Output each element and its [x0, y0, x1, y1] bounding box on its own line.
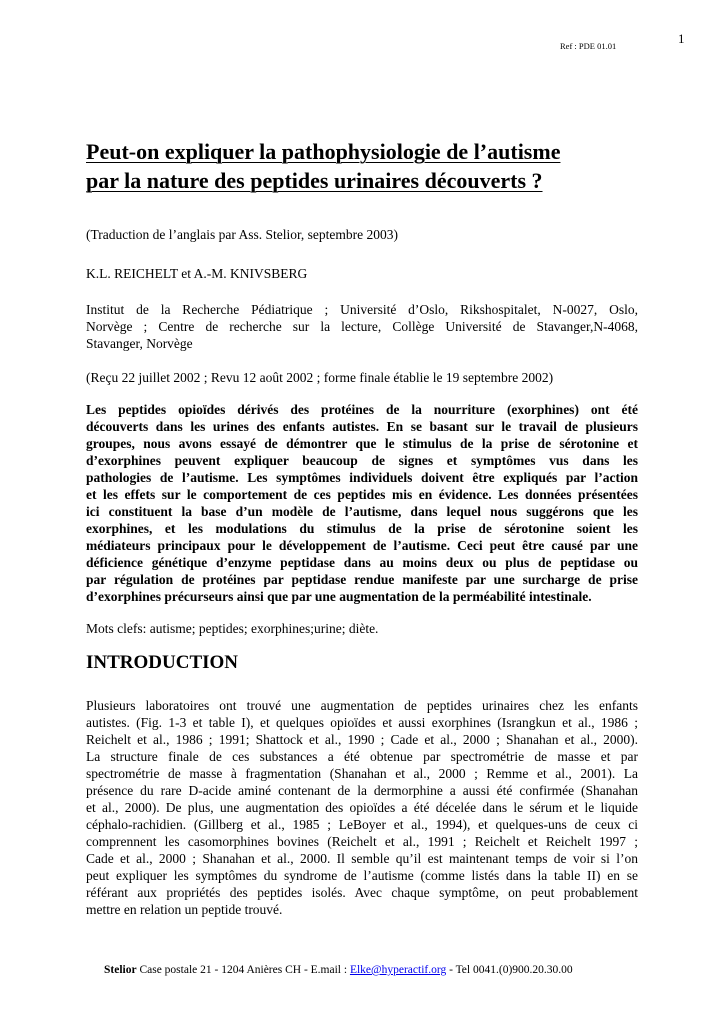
affiliation [86, 301, 638, 352]
translation-note: (Traduction de l’anglais par Ass. Stelior, septembre 2003) [86, 227, 399, 242]
abstract [86, 401, 638, 605]
abstract-line: et les effets sur le comportement de ces peptides mis en évidence. Les données présentées [86, 487, 638, 502]
intro-line: spectrométrie de masse à fragmentation (Shanahan et al., 2000 ; Remme et al., 2001). La [86, 766, 638, 781]
keywords: Mots clefs: autisme; peptides; exorphines;urine; diète. [86, 621, 379, 636]
affiliation-line: Institut de la Recherche Pédiatrique ; Université d’Oslo, Rikshospitalet, N-0027, Oslo, [86, 302, 638, 317]
authors: K.L. REICHELT et A.-M. KNIVSBERG [86, 266, 308, 281]
footer-address: Case postale 21 - 1204 Anières CH - E.mail : [139, 964, 350, 976]
intro-line: mettre en relation un peptide trouvé. [86, 902, 283, 917]
abstract-line: médiateurs principaux pour le développement de l’autisme. Ceci peut être causé par une [86, 538, 638, 553]
footer-email-link[interactable]: Elke@hyperactif.org [349, 964, 447, 976]
intro-line: Reichelt et al., 1986 ; 1991; Shattock et al., 1990 ; Cade et al., 2000 ; Shanahan et al., 2000). [86, 732, 638, 747]
footer-phone: - Tel 0041.(0)900.20.30.00 [446, 964, 573, 976]
affiliation-line: Stavanger, Norvège [86, 336, 193, 351]
abstract-line: d’exorphines précurseurs ainsi que par une augmentation de la perméabilité intestinale. [86, 589, 592, 604]
abstract-line: Les peptides opioïdes dérivés des protéines de la nourriture (exorphines) ont été [86, 402, 638, 417]
title-line: par la nature des peptides urinaires découverts ? [86, 168, 543, 193]
introduction-body [86, 697, 638, 918]
intro-line: comprennent les casomorphines bovines (Reichelt et al., 1991 ; Reichelt et Reichelt 1997 ; [86, 834, 638, 849]
abstract-line: exorphines, et les modulations du stimulus de la prise de sérotonine soient les [86, 521, 638, 536]
intro-line: présence du rare D-acide aminé contenant de la dermorphine a aussi été confirmée (Shanahan [86, 783, 638, 798]
intro-line: peut expliquer les symptômes du syndrome de l’autisme (comme listés dans la table II) en se [86, 868, 638, 883]
intro-line: autistes. (Fig. 1-3 et table I), et quelques opioïdes et aussi exorphines (Israngkun et al., 1986 ; [86, 715, 638, 730]
page-number: 1 [678, 31, 685, 46]
page-footer [104, 964, 573, 976]
article-title [86, 137, 686, 195]
abstract-line: pathologies de l’autisme. Les symptômes individuels doivent être expliqués par l’action [86, 470, 638, 485]
title-line: Peut-on expliquer la pathophysiologie de l’autisme [86, 139, 561, 164]
intro-line: Plusieurs laboratoires ont trouvé une augmentation de peptides urinaires chez les enfants [86, 698, 638, 713]
footer-org: Stelior [104, 964, 137, 976]
abstract-line: groupes, nous avons essayé de démontrer que le stimulus de la prise de sérotonine et [86, 436, 638, 451]
intro-line: Cade et al., 2000 ; Shanahan et al., 2000. Il semble qu’il est maintenant temps de voir si l’on [86, 851, 638, 866]
reference-code: Ref : PDE 01.01 [560, 41, 617, 51]
intro-line: référant aux propriétés des peptides isolés. Avec chaque symptôme, on peut probablement [86, 885, 638, 900]
abstract-line: découverts dans les urines des enfants autistes. En se basant sur le travail de plusieurs [86, 419, 638, 434]
section-heading: INTRODUCTION [86, 652, 239, 673]
abstract-line: par régulation de protéines par peptidase rendue manifeste par une surcharge de prise [86, 572, 638, 587]
affiliation-line: Norvège ; Centre de recherche sur la lecture, Collège Université de Stavanger,N-4068, [86, 319, 638, 334]
abstract-line: d’exorphines peuvent expliquer beaucoup de signes et symptômes vus dans les [86, 453, 638, 468]
intro-line: et al., 2000). De plus, une augmentation des opioïdes a été décelée dans le sérum et le liquide [86, 800, 638, 815]
submission-dates: (Reçu 22 juillet 2002 ; Revu 12 août 2002 ; forme finale établie le 19 septembre 2002) [86, 370, 554, 385]
intro-line: La structure finale de ces substances a été obtenue par spectrométrie de masse et par [86, 749, 638, 764]
abstract-line: déficience génétique d’enzyme peptidase dans au moins deux ou plus de peptidase ou [86, 555, 638, 570]
intro-line: céphalo-rachidien. (Gillberg et al., 1985 ; LeBoyer et al., 1994), et quelques-uns de ceux ci [86, 817, 638, 832]
abstract-line: ici constituent la base d’un modèle de l’autisme, dans lequel nous suggérons que les [86, 504, 638, 519]
